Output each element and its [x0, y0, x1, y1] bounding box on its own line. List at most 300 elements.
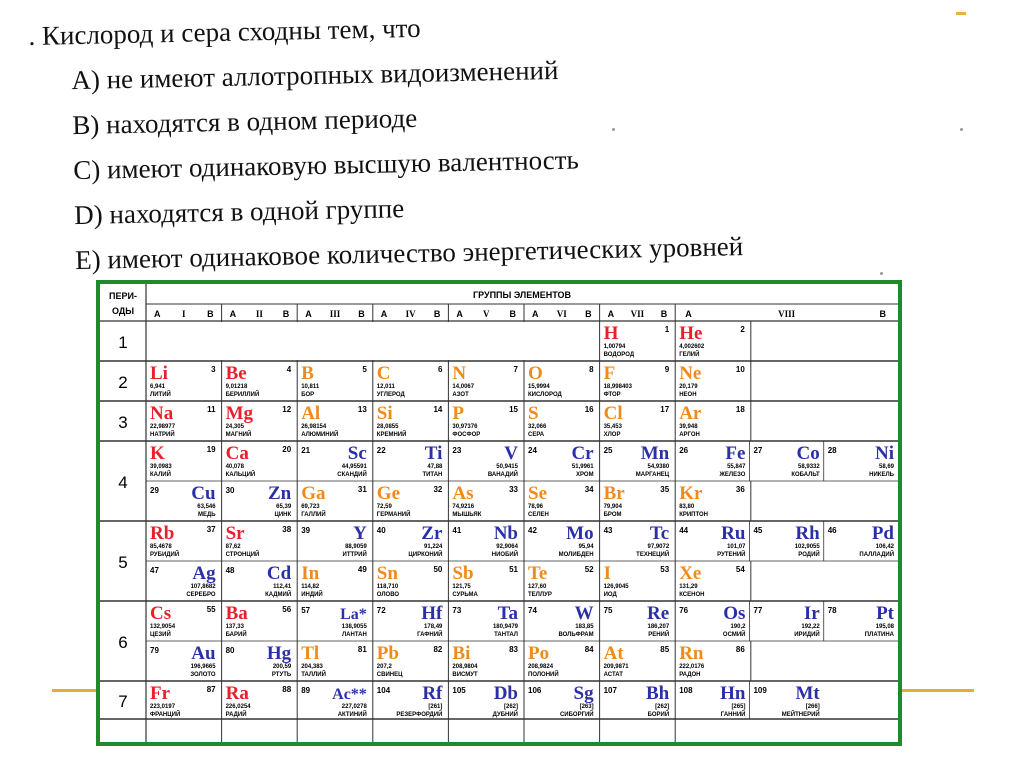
element-symbol: He	[679, 323, 703, 344]
element-name: НАТРИЙ	[150, 432, 175, 438]
group-subheader-roman: VIII	[778, 309, 796, 319]
element-number: 55	[206, 605, 216, 614]
element-number: 48	[225, 566, 235, 575]
element-mass: 26,98154	[301, 424, 327, 430]
element-name: ЖЕЛЕЗО	[719, 472, 746, 478]
element-mass: 28,0855	[376, 424, 399, 430]
element-name: РАДИЙ	[225, 712, 247, 718]
element-mass: 227,0278	[341, 704, 367, 710]
element-name: МОЛИБДЕН	[558, 552, 594, 558]
element-number: 72	[376, 606, 386, 615]
element-number: 7	[513, 365, 518, 374]
element-name: КИСЛОРОД	[528, 392, 562, 398]
element-symbol: Xe	[679, 563, 702, 584]
element-mass: [265]	[731, 704, 746, 710]
element-number: 73	[452, 606, 462, 615]
element-mass: 190,2	[730, 624, 746, 630]
element-symbol: P	[452, 403, 465, 424]
group-subheader-a: A	[154, 309, 161, 319]
element-name: РУТЕНИЙ	[717, 552, 746, 558]
element-name: РЕЗЕРФОРДИЙ	[396, 712, 443, 718]
element-mass: 63,546	[197, 504, 216, 510]
element-mass: 195,08	[875, 624, 894, 630]
element-symbol: Bh	[645, 683, 670, 704]
element-name: АКТИНИЙ	[337, 712, 367, 718]
element-mass: 24,305	[225, 424, 244, 430]
element-symbol: Al	[301, 403, 321, 424]
element-number: 16	[584, 405, 594, 414]
element-mass: 54,9380	[647, 464, 670, 470]
element-symbol: Ne	[679, 363, 702, 384]
element-mass: 106,42	[875, 544, 894, 550]
group-subheader-roman: III	[329, 309, 341, 319]
element-symbol: Ac**	[332, 686, 367, 703]
element-symbol: Tl	[301, 643, 320, 664]
element-symbol: Tc	[649, 523, 670, 544]
element-symbol: Na	[150, 403, 174, 424]
element-mass: 6,941	[150, 384, 166, 390]
element-mass: 39,948	[679, 424, 698, 430]
element-symbol: Ba	[225, 603, 248, 624]
element-name: СИБОРГИЙ	[559, 712, 594, 718]
element-symbol: Rh	[795, 523, 820, 544]
element-mass: 58,9332	[798, 464, 820, 470]
element-symbol: As	[452, 483, 474, 504]
element-number: 52	[584, 565, 594, 574]
element-number: 104	[376, 686, 391, 695]
element-mass: 50,9415	[496, 464, 518, 470]
element-number: 22	[376, 446, 386, 455]
element-name: ДУБНИЙ	[492, 712, 518, 718]
element-symbol: Pt	[876, 603, 894, 624]
element-symbol: Cr	[571, 443, 594, 464]
element-symbol: Hn	[720, 683, 746, 704]
period-number: 2	[118, 373, 128, 392]
element-mass: 87,62	[225, 544, 241, 550]
element-name: МАГНИЙ	[225, 432, 252, 438]
element-name: МЕЙТНЕРИЙ	[781, 712, 820, 718]
element-mass: 118,710	[376, 584, 399, 590]
element-mass: 20,179	[679, 384, 698, 390]
group-subheader-b: B	[879, 309, 886, 319]
element-mass: 18,998403	[603, 384, 632, 390]
element-number: 46	[827, 526, 837, 535]
element-number: 79	[150, 646, 159, 655]
element-number: 3	[211, 365, 216, 374]
element-number: 5	[362, 365, 367, 374]
element-number: 39	[301, 526, 311, 535]
element-number: 84	[584, 645, 594, 654]
element-mass: 101,07	[727, 544, 746, 550]
element-number: 29	[150, 486, 159, 495]
element-mass: [263]	[579, 704, 594, 710]
element-number: 53	[660, 565, 670, 574]
element-mass: 132,9054	[150, 624, 176, 630]
element-mass: 196,9665	[190, 664, 216, 670]
element-symbol: Ta	[497, 603, 518, 624]
element-symbol: Hf	[421, 603, 443, 624]
element-symbol: Cu	[191, 483, 216, 504]
element-symbol: Sn	[376, 563, 398, 584]
empty-cell	[752, 482, 897, 520]
element-number: 40	[376, 526, 386, 535]
element-symbol: Bi	[452, 643, 471, 664]
element-symbol: Si	[376, 403, 393, 424]
element-number: 76	[679, 606, 689, 615]
element-mass: 138,9055	[341, 624, 367, 630]
element-number: 36	[735, 485, 745, 494]
element-name: СЕРЕБРО	[186, 592, 216, 598]
element-number: 24	[528, 446, 537, 455]
element-name: ФТОР	[603, 392, 621, 398]
element-name: СЕЛЕН	[528, 512, 549, 518]
element-mass: 112,41	[273, 584, 292, 590]
element-name: ВАНАДИЙ	[487, 472, 518, 478]
element-number: 106	[528, 686, 542, 695]
group-subheader-b: B	[282, 309, 290, 319]
element-mass: 131,29	[679, 584, 698, 590]
element-symbol: Re	[647, 603, 670, 624]
element-symbol: Rf	[422, 683, 443, 704]
group-subheader-roman: V	[482, 309, 490, 319]
element-name: АЛЮМИНИЙ	[301, 432, 339, 438]
group-subheader-b: B	[358, 309, 365, 319]
element-symbol: Rn	[679, 643, 704, 664]
element-mass: 222,0176	[679, 664, 705, 670]
element-symbol: Rb	[150, 523, 175, 544]
element-symbol: Ni	[875, 443, 894, 464]
element-name: НЕОН	[679, 392, 697, 398]
element-number: 30	[225, 486, 235, 495]
element-mass: 226,0254	[225, 704, 251, 710]
element-symbol: S	[528, 403, 539, 424]
element-number: 8	[589, 365, 594, 374]
element-symbol: Sc	[347, 443, 367, 464]
element-name: МЕДЬ	[198, 512, 216, 518]
element-mass: 102,9055	[794, 544, 820, 550]
element-number: 19	[206, 445, 216, 454]
element-mass: 83,80	[679, 504, 695, 510]
element-mass: 127,60	[528, 584, 547, 590]
element-number: 56	[282, 605, 292, 614]
element-mass: 208,9824	[528, 664, 554, 670]
element-name: ТЕХНЕЦИЙ	[636, 552, 670, 558]
period-number: 3	[118, 413, 128, 432]
element-number: 31	[357, 485, 367, 494]
element-number: 38	[282, 525, 292, 534]
element-name: ЛАНТАН	[341, 632, 367, 638]
element-number: 21	[301, 446, 311, 455]
period-number: 5	[118, 553, 128, 572]
element-symbol: C	[376, 363, 391, 384]
element-number: 17	[660, 405, 670, 414]
element-symbol: La*	[340, 606, 367, 623]
element-symbol: Pb	[376, 643, 399, 664]
group-subheader-b: B	[660, 309, 668, 319]
element-name: ИОД	[603, 592, 617, 598]
element-symbol: Ga	[301, 483, 326, 504]
element-name: СВИНЕЦ	[376, 672, 403, 678]
element-number: 47	[150, 566, 159, 575]
element-mass: 44,95591	[341, 464, 367, 470]
element-symbol: Db	[493, 683, 518, 704]
element-mass: 65,39	[276, 504, 292, 510]
element-number: 4	[286, 365, 292, 374]
element-mass: 40,078	[225, 464, 244, 470]
element-symbol: Ra	[225, 683, 249, 704]
element-name: БАРИЙ	[225, 632, 247, 638]
element-number: 44	[679, 526, 689, 535]
option-label: B)	[72, 109, 100, 141]
element-symbol: Ar	[679, 403, 702, 424]
element-symbol: Te	[528, 563, 548, 584]
element-symbol: I	[603, 563, 612, 584]
element-mass: 30,97376	[452, 424, 478, 430]
element-number: 43	[603, 526, 613, 535]
element-mass: [262]	[503, 704, 518, 710]
element-number: 88	[282, 685, 292, 694]
element-name: ВОДОРОД	[603, 352, 635, 358]
option-label: C)	[72, 154, 101, 186]
option-text: имеют одинаковую высшую валентность	[106, 144, 580, 185]
element-mass: 208,9804	[452, 664, 478, 670]
element-name: РОДИЙ	[798, 552, 820, 558]
element-symbol: Mn	[640, 443, 670, 464]
element-mass: 9,01218	[225, 384, 248, 390]
element-number: 11	[207, 405, 216, 414]
element-mass: 78,96	[528, 504, 544, 510]
element-symbol: Hg	[266, 643, 292, 664]
groups-header: ГРУППЫ ЭЛЕМЕНТОВ	[473, 290, 571, 300]
element-mass: 58,69	[878, 464, 894, 470]
element-number: 23	[452, 446, 462, 455]
element-mass: 85,4678	[150, 544, 172, 550]
element-number: 87	[206, 685, 216, 694]
element-symbol: Mt	[795, 683, 820, 704]
element-name: КСЕНОН	[679, 592, 705, 598]
element-symbol: Ca	[225, 443, 249, 464]
element-number: 82	[433, 645, 443, 654]
element-name: ЗОЛОТО	[190, 672, 216, 678]
element-symbol: Pd	[871, 523, 894, 544]
element-number: 27	[753, 446, 763, 455]
element-symbol: B	[301, 363, 314, 384]
element-number: 57	[301, 606, 311, 615]
element-name: НИОБИЙ	[491, 552, 518, 558]
period-number: 6	[118, 633, 128, 652]
element-symbol: Cs	[150, 603, 172, 624]
element-mass: 1,00794	[603, 344, 626, 350]
element-symbol: Mg	[225, 403, 254, 424]
element-symbol: Zn	[267, 483, 292, 504]
element-symbol: Sb	[452, 563, 474, 584]
element-name: ФОСФОР	[452, 432, 481, 438]
group-subheader-b: B	[509, 309, 516, 319]
element-name: ГАННИЙ	[720, 712, 746, 718]
element-name: ЦИРКОНИЙ	[408, 552, 443, 558]
option-label: A)	[71, 64, 101, 96]
element-mass: 12,011	[376, 384, 395, 390]
element-number: 28	[827, 446, 837, 455]
option-text: находятся в одной группе	[109, 193, 405, 230]
element-number: 83	[509, 645, 518, 654]
group-subheader-roman: VI	[556, 309, 567, 319]
element-mass: 15,9994	[528, 384, 550, 390]
empty-cell	[752, 562, 897, 600]
element-symbol: Po	[528, 643, 550, 664]
element-number: 81	[357, 645, 367, 654]
element-mass: 72,59	[376, 504, 392, 510]
element-number: 25	[603, 446, 613, 455]
element-name: БРОМ	[603, 512, 622, 518]
element-mass: 55,847	[727, 464, 746, 470]
element-number: 6	[437, 365, 443, 374]
element-symbol: Nb	[493, 523, 518, 544]
element-number: 15	[509, 405, 518, 414]
element-mass: 47,88	[427, 464, 443, 470]
question-stem: . Кислород и сера сходны тем, что	[28, 12, 421, 51]
element-number: 77	[753, 606, 763, 615]
element-symbol: Sr	[225, 523, 245, 544]
element-mass: 178,49	[424, 624, 443, 630]
element-name: СТРОНЦИЙ	[225, 552, 260, 558]
element-name: РТУТЬ	[271, 672, 292, 678]
speck	[880, 272, 883, 275]
element-number: 12	[282, 405, 292, 414]
element-symbol: F	[603, 363, 616, 384]
element-name: СКАНДИЙ	[337, 472, 367, 478]
divider-line-right	[902, 689, 974, 692]
element-symbol: Li	[150, 363, 168, 384]
element-mass: 207,2	[376, 664, 392, 670]
periods-header: ОДЫ	[111, 306, 135, 316]
element-name: ПОЛОНИЙ	[528, 672, 559, 678]
group-subheader-roman: I	[182, 309, 186, 319]
element-name: ТИТАН	[422, 472, 443, 478]
element-symbol: Os	[723, 603, 746, 624]
element-name: ГЕЛИЙ	[679, 352, 700, 358]
element-name: НИКЕЛЬ	[869, 472, 894, 478]
element-name: БОР	[301, 392, 315, 398]
element-mass: 92,9064	[496, 544, 518, 550]
element-mass: 209,9871	[603, 664, 629, 670]
group-subheader-b: B	[207, 309, 214, 319]
element-symbol: Se	[528, 483, 547, 504]
element-number: 42	[528, 526, 537, 535]
periods-header: ПЕРИ-	[109, 291, 137, 301]
element-mass: 22,98977	[150, 424, 176, 430]
element-name: КАЛЬЦИЙ	[225, 472, 256, 478]
element-name: ПАЛЛАДИЙ	[859, 552, 894, 558]
element-name: ПЛАТИНА	[864, 632, 894, 638]
element-name: ГАФНИЙ	[417, 632, 443, 638]
element-mass: [266]	[805, 704, 820, 710]
element-name: СЕРА	[528, 432, 545, 438]
element-mass: 97,9072	[647, 544, 670, 550]
element-name: ИНДИЙ	[301, 592, 323, 598]
group-subheader-a: A	[532, 309, 539, 319]
element-symbol: Ti	[424, 443, 443, 464]
group-subheader-roman: IV	[405, 309, 416, 319]
element-number: 41	[452, 526, 462, 535]
element-number: 9	[664, 365, 670, 374]
element-mass: 183,85	[575, 624, 594, 630]
element-symbol: Au	[191, 643, 216, 664]
option-label: E)	[74, 244, 101, 276]
element-number: 34	[584, 485, 594, 494]
element-symbol: Fr	[150, 683, 171, 704]
element-name: МАРГАНЕЦ	[635, 472, 670, 478]
element-number: 49	[357, 565, 367, 574]
element-name: РАДОН	[679, 672, 701, 678]
element-name: ГЕРМАНИЙ	[376, 512, 411, 518]
element-name: ХРОМ	[576, 472, 594, 478]
group-subheader-a: A	[305, 309, 312, 319]
element-mass: 69,723	[301, 504, 320, 510]
question-block	[28, 0, 1013, 284]
period-number: 4	[118, 473, 128, 492]
element-mass: 14,0067	[452, 384, 475, 390]
element-name: ТЕЛЛУР	[528, 592, 552, 598]
option-text: находятся в одном периоде	[105, 102, 418, 140]
element-symbol: Sg	[573, 683, 594, 704]
empty-cell	[147, 322, 599, 360]
element-name: ИТТРИЙ	[342, 552, 367, 558]
element-name: ФРАНЦИЙ	[150, 712, 181, 718]
divider-line-left	[52, 689, 96, 692]
element-name: МЫШЬЯК	[452, 512, 482, 518]
element-name: КОБАЛЬТ	[791, 472, 820, 478]
element-symbol: Y	[353, 523, 367, 544]
element-number: 14	[433, 405, 443, 414]
element-mass: 39,0983	[150, 464, 172, 470]
element-number: 13	[357, 405, 367, 414]
element-symbol: Ge	[376, 483, 401, 504]
element-name: РУБИДИЙ	[150, 552, 180, 558]
element-mass: 107,8682	[190, 584, 216, 590]
option-text: не имеют аллотропных видоизменений	[106, 54, 559, 95]
element-number: 89	[301, 686, 311, 695]
element-name: АСТАТ	[603, 672, 623, 678]
element-symbol: Cd	[266, 563, 292, 584]
group-subheader-roman: VII	[630, 309, 645, 319]
element-number: 33	[509, 485, 518, 494]
element-mass: 114,82	[301, 584, 320, 590]
element-symbol: N	[452, 363, 467, 384]
element-name: ИРИДИЙ	[794, 632, 820, 638]
element-mass: 204,383	[301, 664, 323, 670]
element-mass: [261]	[428, 704, 443, 710]
element-name: ВОЛЬФРАМ	[558, 632, 594, 638]
group-subheader-a: A	[685, 309, 692, 319]
group-subheader-b: B	[585, 309, 592, 319]
element-name: КРИПТОН	[679, 512, 709, 518]
element-mass: 121,75	[452, 584, 471, 590]
element-number: 107	[603, 686, 617, 695]
element-symbol: O	[528, 363, 543, 384]
element-symbol: Co	[796, 443, 820, 464]
periodic-table-grid	[100, 284, 898, 742]
group-subheader-b: B	[433, 309, 441, 319]
element-name: ЦИНК	[274, 512, 292, 518]
element-number: 32	[433, 485, 443, 494]
element-number: 1	[664, 325, 670, 334]
element-mass: [262]	[655, 704, 670, 710]
group-subheader-a: A	[229, 309, 237, 319]
group-subheader-a: A	[456, 309, 463, 319]
element-mass: 51,9961	[571, 464, 594, 470]
element-symbol: K	[150, 443, 165, 464]
